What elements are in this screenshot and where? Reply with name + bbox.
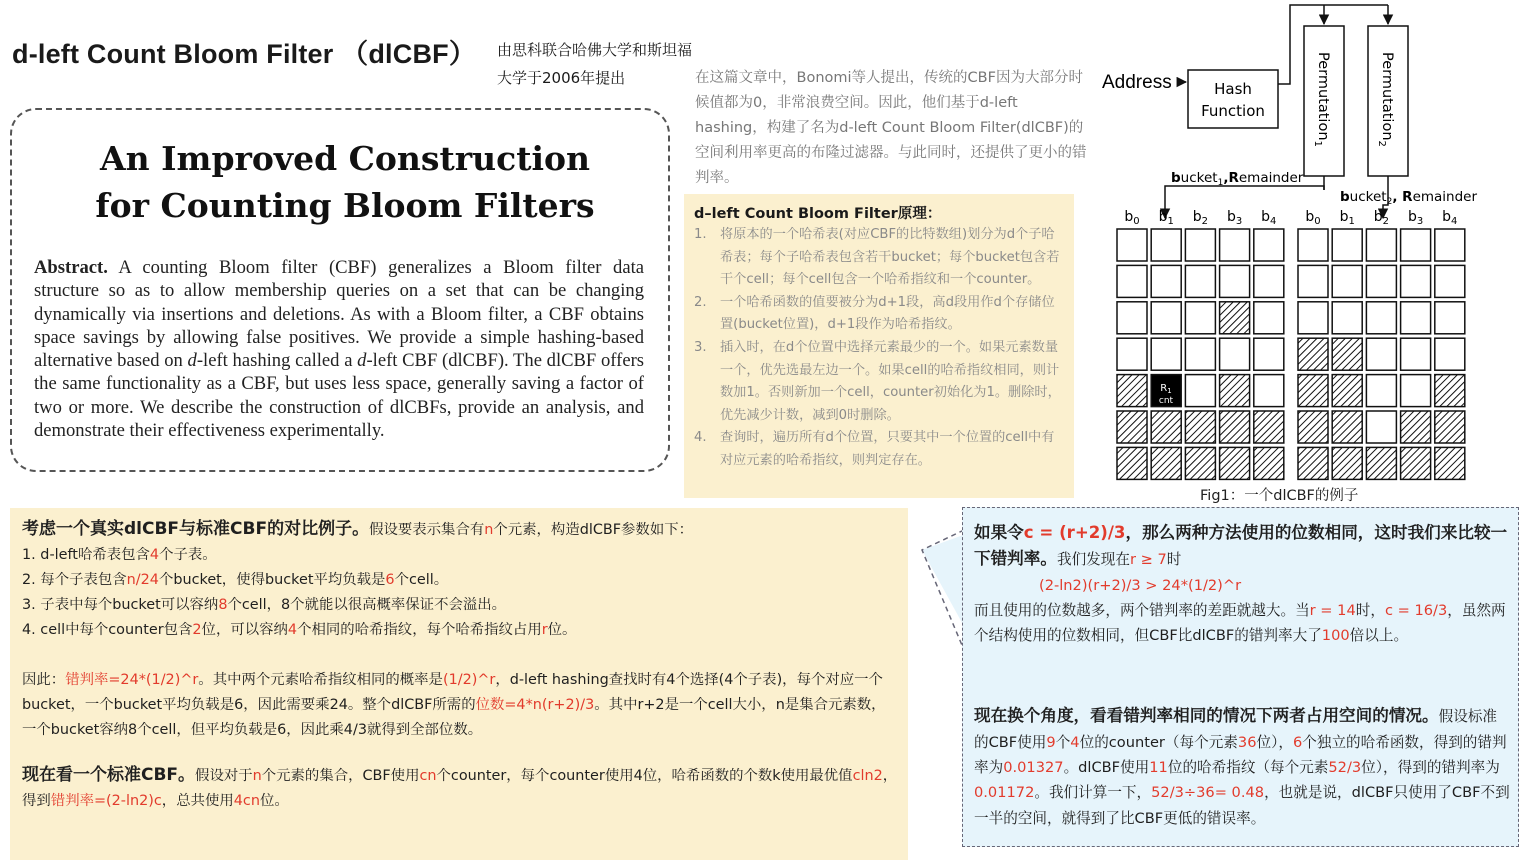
bucket-cell [1254,265,1284,297]
bucket-label: $b_2$ [1192,209,1209,227]
bucket-cell [1401,447,1431,479]
bucket2-remainder2-label: bucket$_2$, Remainder [1340,189,1478,207]
bucket-cell [1435,411,1465,443]
paper-title-line1: An Improved Construction [100,139,590,178]
bucket-label: $b_0$ [1124,209,1140,227]
bucket-cell [1366,447,1396,479]
bucket-cell [1220,411,1250,443]
bucket-cell [1117,302,1147,334]
bucket-cell [1185,229,1215,261]
bucket-labels [1124,209,1457,227]
bucket-cell [1366,229,1396,261]
bucket-label: $b_3$ [1226,209,1243,227]
hash-label: Hash [1214,80,1252,98]
bucket-cell [1117,411,1147,443]
principle-item [694,224,1064,292]
bucket-cell [1435,338,1465,370]
abstract-text: A counting Bloom filter (CBF) generalizes a Bloom filter data structure so as to allow membership queries on a set that can be changing dynamically via insertions and deletions. As with a Bloom filter, a CBF obtains space savings by allowing false positives. We provide a simple hashing-based alternative based on [34,257,644,372]
bucket-cell [1332,411,1362,443]
bucket1-remainder1-label: bucket$_1$,Remainder [1171,170,1304,188]
page-subtitle: 由思科联合哈佛大学和斯坦福大学于2006年提出 [497,41,693,87]
bucket-cell [1401,302,1431,334]
bucket-cell [1435,229,1465,261]
bucket-cell [1401,338,1431,370]
bucket-cell [1185,411,1215,443]
bucket-cell [1332,338,1362,370]
bucket-label: $b_4$ [1442,209,1458,227]
bucket-cell [1254,302,1284,334]
item-number: 1. [694,227,707,242]
bucket-label: $b_2$ [1373,209,1390,227]
bucket-cell [1185,302,1215,334]
abstract-text: -left hashing called a [196,350,358,372]
bucket-cell [1117,338,1147,370]
example-heading: 考虑一个真实dlCBF与标准CBF的对比例子。假设要表示集合有n个元素，构造dlCBF参数如下： [22,519,693,539]
bucket-cell [1332,229,1362,261]
bucket-cell [1298,265,1328,297]
dlcbf-figure [1095,0,1485,505]
bucket-label: $b_1$ [1158,209,1174,227]
principle-item [694,427,1064,472]
bucket-cell [1254,229,1284,261]
paper-title [60,135,630,229]
abstract-em: d [357,350,367,372]
param-item: 3. 子表中每个bucket可以容纳8个cell，8个就能以很高概率保证不会溢出。 [22,597,507,613]
bucket-cell [1366,375,1396,407]
arrow-perm1-to-b1 [1165,186,1324,218]
bucket-cell [1254,375,1284,407]
bucket-label: $b_4$ [1261,209,1277,227]
bucket-cell [1366,302,1396,334]
bucket-cell [1220,229,1250,261]
bucket-cell [1366,338,1396,370]
bucket-cell [1117,375,1147,407]
bucket-cell [1435,447,1465,479]
function-label: Function [1201,102,1265,120]
bucket-cell [1254,447,1284,479]
bucket-cell [1151,411,1181,443]
bucket-cell [1185,265,1215,297]
bucket-label: $b_0$ [1305,209,1321,227]
bucket-cell [1117,447,1147,479]
bucket-cell [1332,302,1362,334]
item-number: 3. [694,339,707,355]
page-title: d-left Count Bloom Filter （dlCBF） [12,39,477,69]
bucket-cell [1435,302,1465,334]
bucket-cell [1117,265,1147,297]
bucket-cell [1185,447,1215,479]
bucket-cell [1185,338,1215,370]
bucket-cell [1151,229,1181,261]
bucket-cell [1366,265,1396,297]
bucket-label: $b_1$ [1339,209,1355,227]
principle-list [694,224,1064,473]
param-item: 4. cell中每个counter包含2位，可以容纳4个相同的哈希指纹，每个哈希指纹占用r位。 [22,622,577,638]
cell-counter-label: cnt [1158,396,1174,406]
bucket-label: $b_3$ [1407,209,1424,227]
abstract-text: -left CBF (dlCBF). The dlCBF offers the same functionality as a CBF, but uses less space, generally saving a factor of two or more. We describe the construction of dlCBFs, provide an analysis, and demonstrate their effectiveness experimentally. [34,350,645,442]
example-text [22,517,898,814]
item-number: 4. [694,430,707,446]
permutation1-label: Permutation$_1$ [1312,52,1331,147]
bucket-cell [1401,229,1431,261]
address-label: Address [1102,72,1172,93]
item-number: 2. [694,294,707,310]
abstract-label: Abstract. [34,257,108,278]
bucket-cell [1298,447,1328,479]
principle-item [694,337,1064,427]
param-item: 2. 每个子表包含n/24个bucket，使得bucket平均负载是6个cell。 [22,572,449,588]
bucket-cell [1151,302,1181,334]
space-comparison: 现在换个角度，看看错判率相同的情况下两者占用空间的情况。假设标准的CBF使用9个4位的counter（每个元素36位），6个独立的哈希函数，得到的错判率为0.01327。dlCBF使用11位的哈希指纹（每个元素52/3位），得到的错判率为0.01172。我们计算一下，52/3÷36= 0.48，也就是说，dlCBF只使用了CBF不到一半的空间，就得到了比CBF更低的错误率。 [974,706,1510,827]
comparison-detail: 而且使用的位数越多，两个错判率的差距就越大。当r = 14时，c = 16/3，虽然两个结构使用的位数相同，但CBF比dlCBF的错判率大了100倍以上。 [974,601,1506,645]
bucket-cell [1298,229,1328,261]
bucket-cell [1151,447,1181,479]
bucket-cell [1220,265,1250,297]
bucket-cell [1254,411,1284,443]
bucket-cell [1401,375,1431,407]
figure-caption: Fig1：一个dlCBF的例子 [1200,488,1359,504]
bucket-cell [1151,265,1181,297]
bucket-cell [1220,447,1250,479]
example-conclusion: 因此：错判率=24*(1/2)^r。其中两个元素哈希指纹相同的概率是(1/2)^r，d-left hashing查找时有4个选择(4个子表)，每个对应一个bucket，一个bucket平均负载是6，因此需要乘24。整个dlCBF所需的位数=4*n(r+2)/3。其中r+2是一个cell大小，n是集合元素数，一个bucket容纳8个cell，但平均负载是6，因此乘4/3就得到全部位数。 [22,672,886,738]
comparison-heading: 如果令c = (r+2)/3，那么两种方法使用的位数相同，这时我们来比较一下错判率。我们发现在r ≥ 7时 [974,523,1508,569]
paper-abstract [34,256,644,442]
bucket-cell [1401,411,1431,443]
bucket-cell [1366,411,1396,443]
bucket-cell [1151,338,1181,370]
param-item: 1. d-left哈希表包含4个子表。 [22,547,217,563]
item-text: 插入时，在d个位置中选择元素最少的一个。如果元素数量一个，优先选最左边一个。如果cell的哈希指纹相同，则计数加1。否则新加一个cell，counter初始化为1。删除时，优先减少计数，减到0时删除。 [720,339,1061,423]
bucket-cell [1220,338,1250,370]
bucket-cell [1117,229,1147,261]
bucket-cell [1332,447,1362,479]
principle-title: d–left Count Bloom Filter原理： [694,206,942,222]
permutation2-label: Permutation$_2$ [1376,52,1395,147]
bucket-cell [1298,302,1328,334]
bucket-cell [1435,375,1465,407]
bucket-cell [1220,302,1250,334]
bucket-cell [1298,338,1328,370]
bucket-cell [1401,265,1431,297]
bucket-cell [1332,375,1362,407]
item-text: 将原本的一个哈希表(对应CBF的比特数组)划分为d个子哈希表；每个子哈希表包含若干bucket；每个bucket包含若干个cell；每个cell包含一个哈希指纹和一个counter。 [720,227,1060,288]
bucket-cell [1220,375,1250,407]
standard-cbf-paragraph: 现在看一个标准CBF。假设对于n个元素的集合，CBF使用cn个counter，每个counter使用4位，哈希函数的个数k使用最优值cln2，得到错判率=(2-ln2)c，总共使用4cn位。 [22,765,898,809]
bucket-cell [1435,265,1465,297]
bucket-cell [1298,411,1328,443]
bucket-cell [1298,375,1328,407]
abstract-em: d [187,350,197,372]
bucket-cell [1254,338,1284,370]
bucket-grid [1117,229,1465,479]
intro-text: 在这篇文章中，Bonomi等人提出，传统的CBF因为大部分时候值都为0，非常浪费空间。因此，他们基于d-left hashing，构建了名为d-left Count Bloom Filter(dlCBF)的空间利用率更高的布隆过滤器。与此同时，还提供了更小的错判率。 [695,70,1087,186]
bucket-cell [1332,265,1362,297]
paper-title-line2: for Counting Bloom Filters [95,186,595,225]
item-text: 一个哈希函数的值要被分为d+1段，高d段用作d个存储位置(bucket位置)，d+1段作为哈希指纹。 [720,294,1055,333]
comparison-formula: (2-ln2)(r+2)/3 > 24*(1/2)^r [1039,576,1242,594]
bucket-cell [1185,375,1215,407]
item-text: 查询时，遍历所有d个位置，只要其中一个位置的cell中有对应元素的哈希指纹，则判定存在。 [720,430,1055,468]
comparison-text [974,520,1510,831]
principle-item [694,292,1064,337]
cell-fingerprint-label: $R_1$ [1160,383,1172,395]
